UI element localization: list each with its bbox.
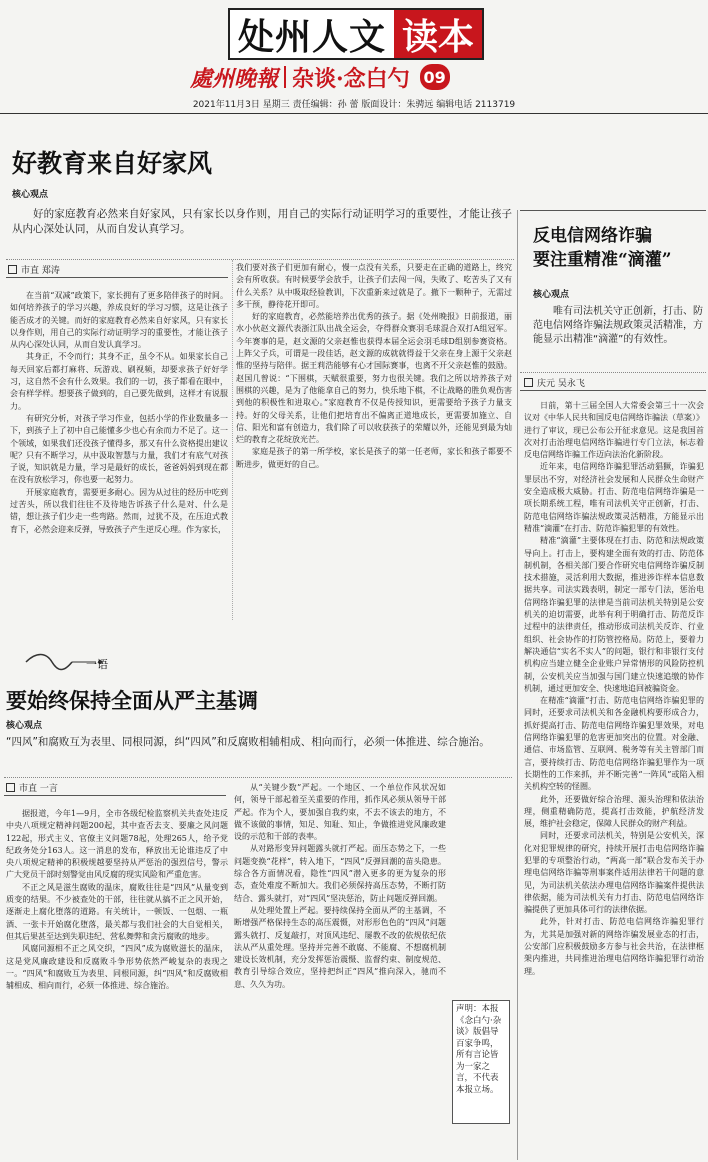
byline-square-icon <box>6 783 15 792</box>
column-name: 杂谈·念白勺 <box>292 65 410 92</box>
paragraph: 据报道，今年1—9月，全市各级纪检监察机关共查处违反中央八项规定精神问题200起，其中查否去支、要廉之风问题122起，形式主义、官僚主义问题78起，处理265人，给予党纪政务处分163人。这一消息的发布，释放出无论谁违反了中央八项规定精神的积极规越要坚持从严惩治的强烈信号，警示广大党员干部时刻警觉由风反腐的现实风险和严重危害。 <box>6 809 228 880</box>
article2-column1 <box>6 808 228 1160</box>
article1-byline-rule <box>6 277 228 278</box>
article2-byline <box>6 781 58 794</box>
masthead-title-highlight: 读本 <box>394 10 482 58</box>
article2-column2 <box>234 782 446 1160</box>
paragraph: 从对路形变异问题露头就打严起。面压态势之下，一些问题变换“花样”，转入地下，“四风”反弹回潮的苗头隐患。综合各方面情况看，隐性“四风”潜入更多的更为复杂的形态，查处难度不断加大。我们必须保持高压态势，不断打防结合、露头就打，对“四风”坚决惩治，防止问题反弹回潮。 <box>234 844 446 903</box>
article3-core-text: 唯有司法机关守正创新，打击、防范电信网络诈骗法规政策灵活精准，方能显示出精准“滴灌”的有效性。 <box>533 306 703 345</box>
article3-top-rule <box>520 210 706 211</box>
paragraph: 家庭是孩子的第一所学校，家长是孩子的第一任老师，家长和孩子都要不断进步，做更好的自己。 <box>236 447 512 469</box>
paragraph: 我们要对孩子们更加有耐心，慢一点没有关系，只要走在正确的道路上，终究会有所收获。有时候要学会放手，让孩子们去闯一闯，失败了、吃苦头了又有什么关系？从中吸取经验教训，下次重新来过就是了。撤下一颗种子，无需过多干预，静待花开即可。 <box>236 263 512 309</box>
article2-core-title: 核心观点 <box>6 721 43 731</box>
paragraph: 风腐同源相不正之风交织，“四风”成为腐败滋长的温床，这是党风廉政建设和反腐败斗争形势依然严峻复杂的表现之一。“四风”和腐败互为表里、同根同源，纠“四风”和反腐败相辅相成、相向而行，必须一体推进、综合施治。 <box>6 944 228 991</box>
article3-title-line1: 反电信网络诈骗 <box>533 226 652 246</box>
paper-name: 處州晚報 <box>190 65 279 92</box>
article3-author: 庆元 吴永飞 <box>537 379 585 389</box>
paragraph: 在精准“滴灌”打击、防范电信网络诈骗犯罪的同时，还要求司法机关和各金融机构要形成合力，抓好提高打击、防范电信网络诈骗犯罪效果，对电信网络诈骗犯罪的危害更加突出的位置。对金融、通信、市场监管、互联网、税务等有关主管部门而言，要持续打击、防范电信网络诈骗犯罪作为一项长期性的工作来抓，并不断完善“一阵风”或陷入相关机构空转的怪圈。 <box>524 696 704 792</box>
article2-core-text: “四风”和腐败互为表里、同根同源，纠“四风”和反腐败相辅相成、相向而行，必须一体推进、综合施治。 <box>6 736 490 748</box>
editorial-statement: 声明：本报《念白勺·杂谈》版倡导百家争鸣，所有言论皆为一家之言，不代表本报立场。 <box>452 1000 510 1124</box>
paragraph: 从“关键少数”严起。一个地区、一个单位作风状况如何，领导干部起着至关重要的作用，抓作风必须从领导干部严起。作为个人，要加强自我约束，不去不该去的地方，不做不该做的事情，知足、知耻、知止，争做推进党风廉政建设的示范和干部的表率。 <box>234 783 446 842</box>
article2-byline-rule <box>4 795 226 796</box>
paragraph: 在当前“双减”政策下，家长拥有了更多陪伴孩子的时间。如何培养孩子的学习兴趣，养成良好的学习习惯，这是让孩子能否成才的关键。而好的家庭教育必然来自好家风，只有家长以身作则，用自己的实际行动证明学习的重要性，才能让孩子从内心深处认同，从而自发认真学习。 <box>10 291 228 350</box>
paragraph: 日前，第十三届全国人大常委会第三十一次会议对《中华人民共和国反电信网络诈骗法（草案）》进行了审议，现已公布公开征求意见。这是我国首次对打击治理电信网络诈骗进行专门立法，标志着反电信网络诈骗工作迈向法治化新阶段。 <box>524 401 704 460</box>
masthead-title: 处州人文 <box>237 15 386 58</box>
article3-core-title: 核心观点 <box>533 290 570 300</box>
article3-title-line2: 要注重精准“滴灌” <box>533 250 672 270</box>
yiyu-ornament <box>24 650 134 674</box>
article1-core-text: 好的家庭教育必然来自好家风，只有家长以身作则，用自己的实际行动证明学习的重要性，才能让孩子从内心深处认同，从而自发认真学习。 <box>12 208 512 235</box>
article3-body <box>524 400 704 1158</box>
subtitle-divider <box>284 66 286 88</box>
article1-column2 <box>236 262 512 612</box>
header-rule <box>0 113 708 114</box>
article2-author: 市直 一言 <box>19 784 58 794</box>
article3-byline <box>524 376 585 389</box>
byline-square-icon <box>524 378 533 387</box>
article1-core-title: 核心观点 <box>12 190 49 200</box>
article1-title: 好教育来自好家风 <box>12 149 213 178</box>
column-divider <box>232 260 233 620</box>
brush-stroke <box>26 655 72 670</box>
article1-author: 市直 郑涛 <box>21 266 60 276</box>
paragraph: 开展家庭教育，需要更多耐心。因为从过往的经历中吃到过苦头，所以我们往往不及待地告诉孩子什么是对、什么是错，想让孩子们少走一些弯路。然而，过犹不及，在压迫式教育下，必然会迎来反弹，导致孩子产生逆反心理。作为家长， <box>10 487 228 534</box>
paragraph: 同时，还要求司法机关，特别是公安机关，深化对犯罪规律的研究，持续开展打击电信网络诈骗犯罪的专项整治行动，“两高一部”联合发布关于办理电信网络诈骗等刑事案件适用法律若干问题的意见，为司法机关依法办理电信网络诈骗案件提供法律依据，能为司法机关有力打击、防范电信网络诈骗提供了更加具体可行的法律依据。 <box>524 831 704 915</box>
article1-column1 <box>10 290 228 620</box>
paragraph: 其身正，不令而行；其身不正，虽令不从。如果家长自己每天回家后都打麻将、玩游戏、刷视频，却要求孩子好好学习，这自然不会有什么效果。我们的一切，孩子都看在眼中，会有样学样。想要孩子做到的，自己要先做到，这样才有说服力。 <box>10 352 228 411</box>
paragraph: 从处理处置上严起。要持续保持全面从严的主基调，不断增强严格保持生态的高压震慑，对形形色色的“四风”问题露头就打、反复敲打，对顶风违纪、屡教不改的依规依纪依法从严从重处理。坚持并完善不敢腐、不能腐、不想腐机制建设长效机制，充分发挥惩治震慑、监督约束、制度规范、教育引导综合效应，坚持把纠正“四风”推向深入，驰而不息、久久为功。 <box>234 905 446 989</box>
paragraph: 精准“滴灌”主要体现在打击、防范和法规政策导向上。打击上，要构建全面有效的打击、防范体制机制，各相关部门要合作研究电信网络诈骗反制技术措施，灵活利用大数据，推进涉诈样本信息数据共享。司法实践表明，制定一部专门法，惩治电信网络诈骗犯罪的法律是当前司法机关特别是公安机关的迫切需要，此举有利于明确打击、防范反诈过程中的法律责任，推动形成司法机关反诈、行业组织、社会协作的打防管控格局。防范上，要着力解决通信“实名不实人”的问题，银行和非银行支付机构应当建立健全企业账户异常情形的风险防控机制，公安机关应当加强与国门建立快速追缴的协作机制，通过更加安全、快速地追回被骗资金。 <box>524 536 704 693</box>
article3-byline-rule <box>520 390 706 391</box>
subtitle-row <box>190 62 520 92</box>
article1-byline <box>8 263 60 276</box>
article1-top-rule <box>6 259 514 260</box>
yiyu-label: 一语 <box>86 658 108 671</box>
page-number-badge: 09 <box>420 64 450 90</box>
yiyu-label-wrap <box>86 653 108 672</box>
article2-top-rule <box>4 777 512 778</box>
paragraph: 不正之风是滋生腐败的温床，腐败往往是“四风”从量变到质变的结果。不少被查处的干部，往往就从搞不正之风开始，逐渐走上腐化堕落的道路。有关统计，一顿饭、一包烟、一瓶酒、一张卡开始腐化堕落，最关都与我们社会的大自觉相关，但其后果甚至达到失职违纪、营私舞弊和贪污腐败的地步。 <box>6 882 228 941</box>
dateline: 2021年11月3日 星期三 责任编辑：孙 蕾 版面设计：朱骋远 编辑电话 2113719 <box>192 100 516 110</box>
paragraph: 近年来，电信网络诈骗犯罪活动猖獗，诈骗犯罪层出不穷，对经济社会发展和人民群众生命财产安全造成极大威胁。打击、防范电信网络诈骗是一项长期系统工程，唯有司法机关守正创新，打击、防范电信网络诈骗法规政策灵活精准，方能显示出精准“滴灌”在打击、防范诈骗犯罪的有效性。 <box>524 462 704 533</box>
article2-title: 要始终保持全面从严主基调 <box>6 688 258 713</box>
paragraph: 好的家庭教育，必然能培养出优秀的孩子。据《处州晚报》日前报道，丽水小伙赵文源代表浙江队出战全运会，夺得群众赛羽毛球混合双打A组冠军。今年赛事的是，赵文源的父亲赵惟也获得本届全运会羽毛球D组别参赛资格。上阵父子兵，可谓是一段佳话，赵文源的成就就得益于父亲在身上源于父亲赵惟的坚持与陪伴。据王莉浩能够有心才国际赛事，也离不开父亲赵惟的鼓励。赵国几曾说：“下围棋，天赋很重要，努力也很关键。我们之所以培养孩子对围棋的兴趣，是为了他能拿自己的努力，快乐地下棋，不让战略的胜负观伤害到他的积极性和进取心。”家庭教育不仅是传授知识，更需要给予孩子力量支持。好的父母关系，让他们把培育出不偏离正道地成长，更需要加施立、自信、阳光和富有创造力，我们除了可以收获孩子的荣耀以外，还能见到最为灿烂的教育之花绽放光芒。 <box>236 312 512 445</box>
right-column-divider <box>517 210 518 1160</box>
byline-square-icon <box>8 265 17 274</box>
paragraph: 此外，针对打击、防范电信网络诈骗犯罪行为，尤其是加强对新的网络诈骗发展业态的打击，公安部门应积极鼓励多方参与社会共治，在法律框架内推进，共同推进治理电信网络诈骗犯罪行动治理。 <box>524 917 704 976</box>
article3-mid-rule <box>520 372 706 373</box>
paragraph: 有研究分析，对孩子学习作业，包括小学的作业数量多一下，到孩子上了初中自己能懂多少也心有余而力不足了。这一个领域，如果我们还没孩子懂得多，那又有什么资格提出建议呢？只有不断学习，从中汲取智慧与力量，我们才有底气对孩子说，知识就是力量，学习是最好的成长，爸爸妈妈到现在都在没有放松学习，你也要一起努力。 <box>10 413 228 485</box>
paragraph: 此外，还要做好综合治理、源头治理和依法治理，侧重精确防范，提高打击效能，护航经济发展，维护社会稳定，保障人民群众的财产利益。 <box>524 794 704 829</box>
masthead <box>228 8 484 60</box>
